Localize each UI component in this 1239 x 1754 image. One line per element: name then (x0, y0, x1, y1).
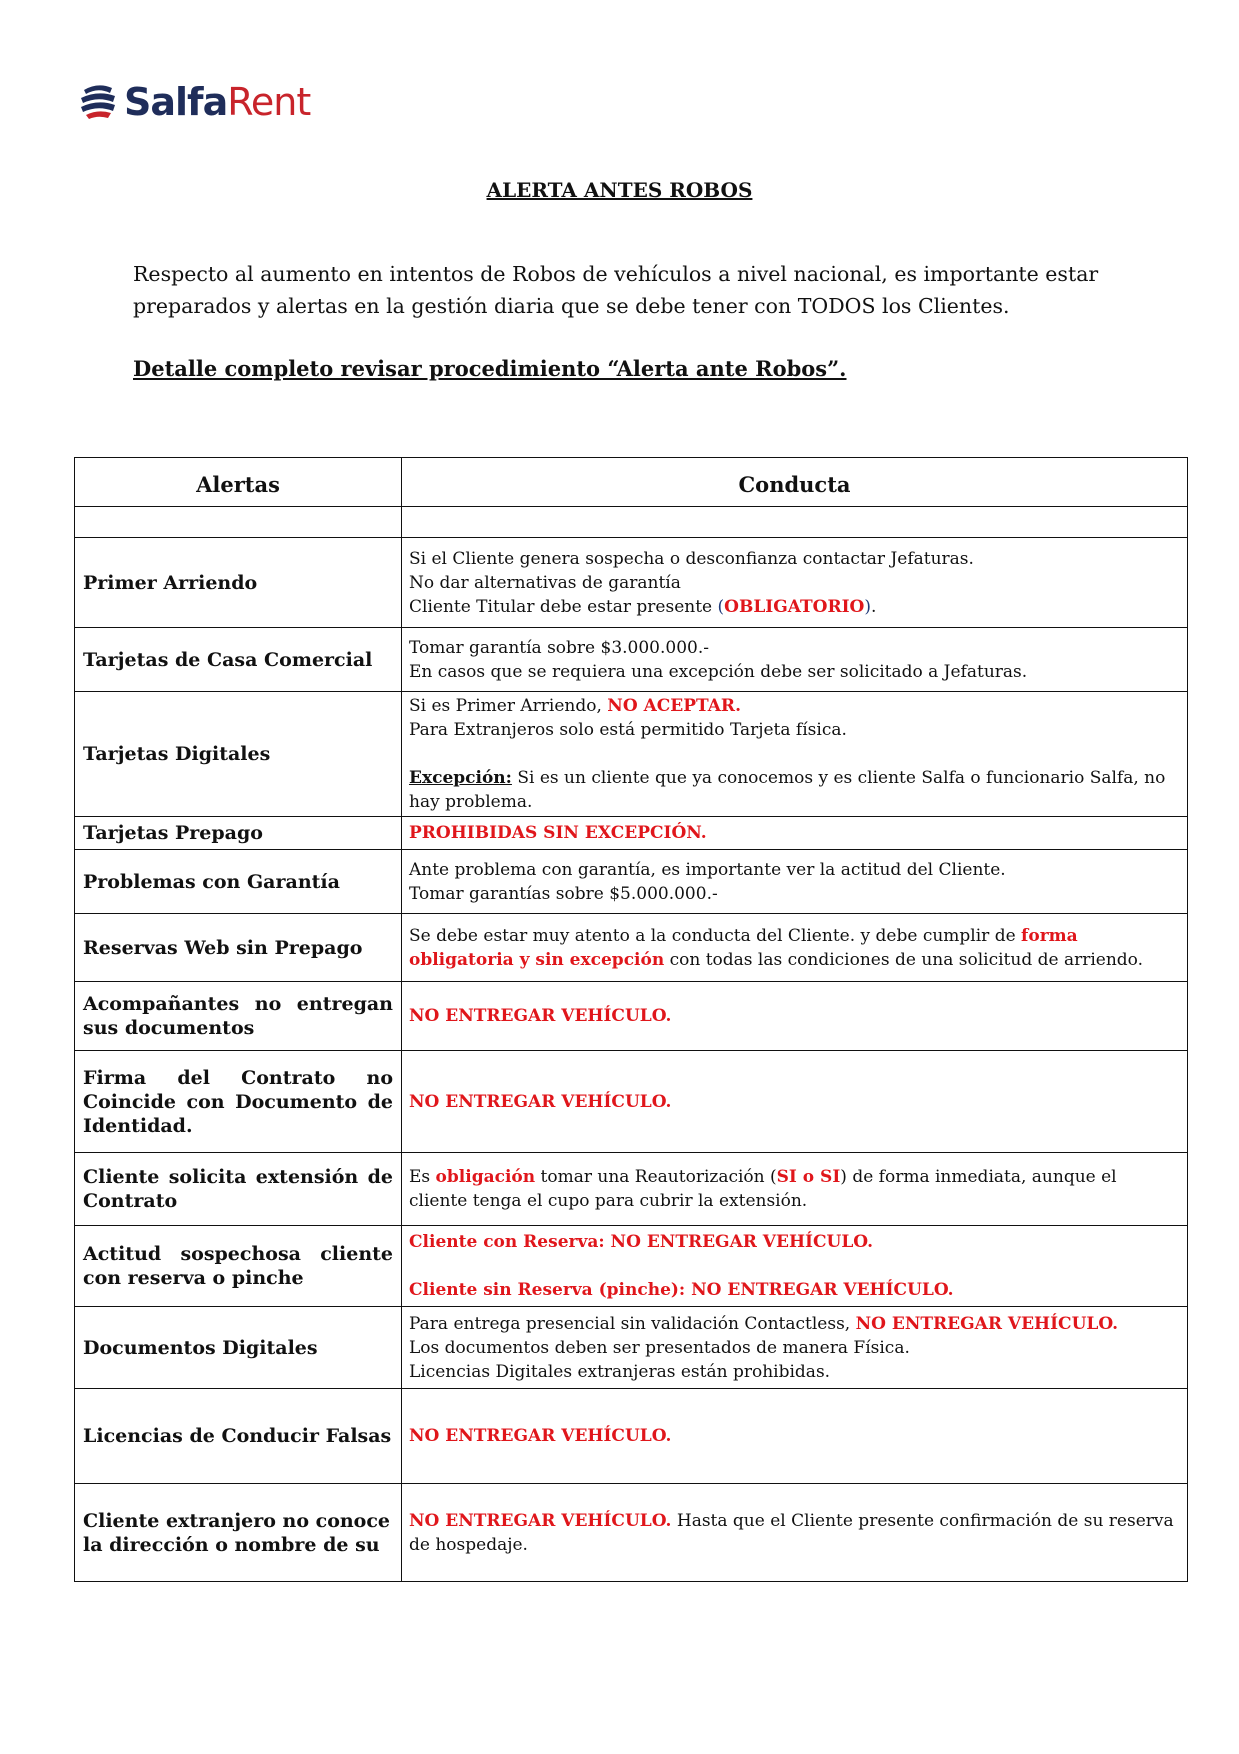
alert-cell: Acompañantes no entregan sus documentos (75, 982, 402, 1051)
table-row (75, 1484, 1188, 1582)
conduct-cell: PROHIBIDAS SIN EXCEPCIÓN. (402, 817, 1188, 850)
table-header-row (75, 458, 1188, 507)
alert-cell: Tarjetas de Casa Comercial (75, 628, 402, 692)
conduct-line: Licencias Digitales extranjeras están prohibidas. (409, 1361, 831, 1382)
alert-cell: Reservas Web sin Prepago (75, 914, 402, 982)
emphasis: NO ACEPTAR. (607, 696, 741, 716)
spacer (409, 742, 1180, 766)
conduct-cell (402, 692, 1188, 817)
empty-cell (75, 507, 402, 538)
conduct-line: Para Extranjeros solo está permitido Tarjeta física. (409, 720, 847, 740)
conduct-cell (402, 628, 1188, 692)
alert-cell: Actitud sospechosa cliente con reserva o pinche (75, 1226, 402, 1307)
alerts-table (74, 457, 1188, 1582)
alert-cell: Documentos Digitales (75, 1307, 402, 1389)
conduct-line: Ante problema con garantía, es importante ver la actitud del Cliente. (409, 859, 1006, 880)
emphasis: forma obligatoria y sin excepción (409, 925, 1078, 970)
conduct-cell (402, 538, 1188, 628)
table-row (75, 850, 1188, 914)
table-row (75, 1051, 1188, 1153)
logo-rent-text: Rent (227, 80, 311, 124)
table-row-empty (75, 507, 1188, 538)
text: Si es un cliente que ya conocemos y es cliente Salfa o funcionario Salfa, no hay problema. (409, 768, 1166, 812)
alert-cell: Firma del Contrato no Coincide con Documento de Identidad. (75, 1051, 402, 1153)
table-row (75, 538, 1188, 628)
text: tomar una Reautorización ( (535, 1167, 777, 1187)
conduct-line: Cliente con Reserva: NO ENTREGAR VEHÍCULO. (409, 1232, 874, 1252)
logo-wordmark (124, 80, 311, 124)
paren: ) (864, 596, 872, 617)
conduct-line: Cliente sin Reserva (pinche): NO ENTREGAR VEHÍCULO. (409, 1280, 954, 1300)
alert-cell: Cliente extranjero no conoce la dirección o nombre de su (75, 1484, 402, 1582)
conduct-cell (402, 1153, 1188, 1226)
conduct-line (409, 1312, 1180, 1336)
table-row (75, 1389, 1188, 1484)
table-row (75, 628, 1188, 692)
conduct-cell (402, 1226, 1188, 1307)
emphasis: OBLIGATORIO (724, 596, 865, 617)
emphasis: NO ENTREGAR VEHÍCULO. (855, 1313, 1119, 1334)
emphasis: SI o SI (776, 1167, 841, 1187)
exception-label: Excepción: (409, 768, 512, 788)
text: con todas las condiciones de una solicitud de arriendo. (664, 949, 1144, 970)
conduct-line (409, 768, 1165, 812)
header-conducta: Conducta (402, 458, 1188, 507)
conduct-line: En casos que se requiera una excepción debe ser solicitado a Jefaturas. (409, 661, 1028, 682)
conduct-cell (402, 1484, 1188, 1582)
intro-paragraph: Respecto al aumento en intentos de Robos de vehículos a nivel nacional, es importante estar preparados y alertas en la gestión diaria que se debe tener con TODOS los Clientes. (133, 262, 1099, 318)
conduct-line: Los documentos deben ser presentados de manera Física. (409, 1337, 910, 1358)
conduct-line: Si el Cliente genera sospecha o desconfianza contactar Jefaturas. (409, 548, 974, 569)
conduct-line: Tomar garantías sobre $5.000.000.- (409, 883, 718, 904)
conduct-cell (402, 914, 1188, 982)
table-row (75, 817, 1188, 850)
conduct-line (409, 595, 1180, 619)
table-row (75, 1153, 1188, 1226)
globe-stripes-icon (78, 82, 118, 122)
text: Hasta que el Cliente presente confirmación de su reserva de hospedaje. (409, 1510, 1174, 1555)
logo-salfa-text: Salfa (124, 80, 228, 124)
conduct-cell (402, 1307, 1188, 1389)
table-row (75, 1226, 1188, 1307)
alert-cell: Licencias de Conducir Falsas (75, 1389, 402, 1484)
spacer (409, 1254, 1180, 1278)
text: ) de forma inmediata, aunque el cliente tenga el cupo para cubrir la extensión. (409, 1167, 1117, 1211)
table-row (75, 982, 1188, 1051)
header-alertas: Alertas (75, 458, 402, 507)
alert-cell: Cliente solicita extensión de Contrato (75, 1153, 402, 1226)
text: Se debe estar muy atento a la conducta del Cliente. y debe cumplir de (409, 925, 1022, 946)
table-row (75, 692, 1188, 817)
salfarent-logo (78, 80, 310, 124)
alert-cell: Primer Arriendo (75, 538, 402, 628)
emphasis: NO ENTREGAR VEHÍCULO. (409, 1510, 672, 1531)
table-row (75, 914, 1188, 982)
text: Si es Primer Arriendo, (409, 696, 608, 716)
conduct-cell (402, 850, 1188, 914)
alert-cell: Tarjetas Digitales (75, 692, 402, 817)
text: Cliente Titular debe estar presente (409, 596, 718, 617)
conduct-cell: NO ENTREGAR VEHÍCULO. (402, 1051, 1188, 1153)
conduct-cell: NO ENTREGAR VEHÍCULO. (402, 982, 1188, 1051)
conduct-cell: NO ENTREGAR VEHÍCULO. (402, 1389, 1188, 1484)
table-row (75, 1307, 1188, 1389)
conduct-line: Tomar garantía sobre $3.000.000.- (409, 637, 709, 658)
alert-cell: Problemas con Garantía (75, 850, 402, 914)
alert-cell: Tarjetas Prepago (75, 817, 402, 850)
emphasis: obligación (435, 1167, 536, 1187)
paren: ( (717, 596, 725, 617)
text: Para entrega presencial sin validación Contactless, (409, 1313, 856, 1334)
text: Es (409, 1167, 436, 1187)
text: . (871, 596, 877, 617)
conduct-line: No dar alternativas de garantía (409, 572, 681, 593)
procedure-reference: Detalle completo revisar procedimiento “Alerta ante Robos”. (133, 356, 847, 381)
empty-cell (402, 507, 1188, 538)
document-title: ALERTA ANTES ROBOS (486, 178, 753, 202)
conduct-line (409, 694, 1180, 718)
